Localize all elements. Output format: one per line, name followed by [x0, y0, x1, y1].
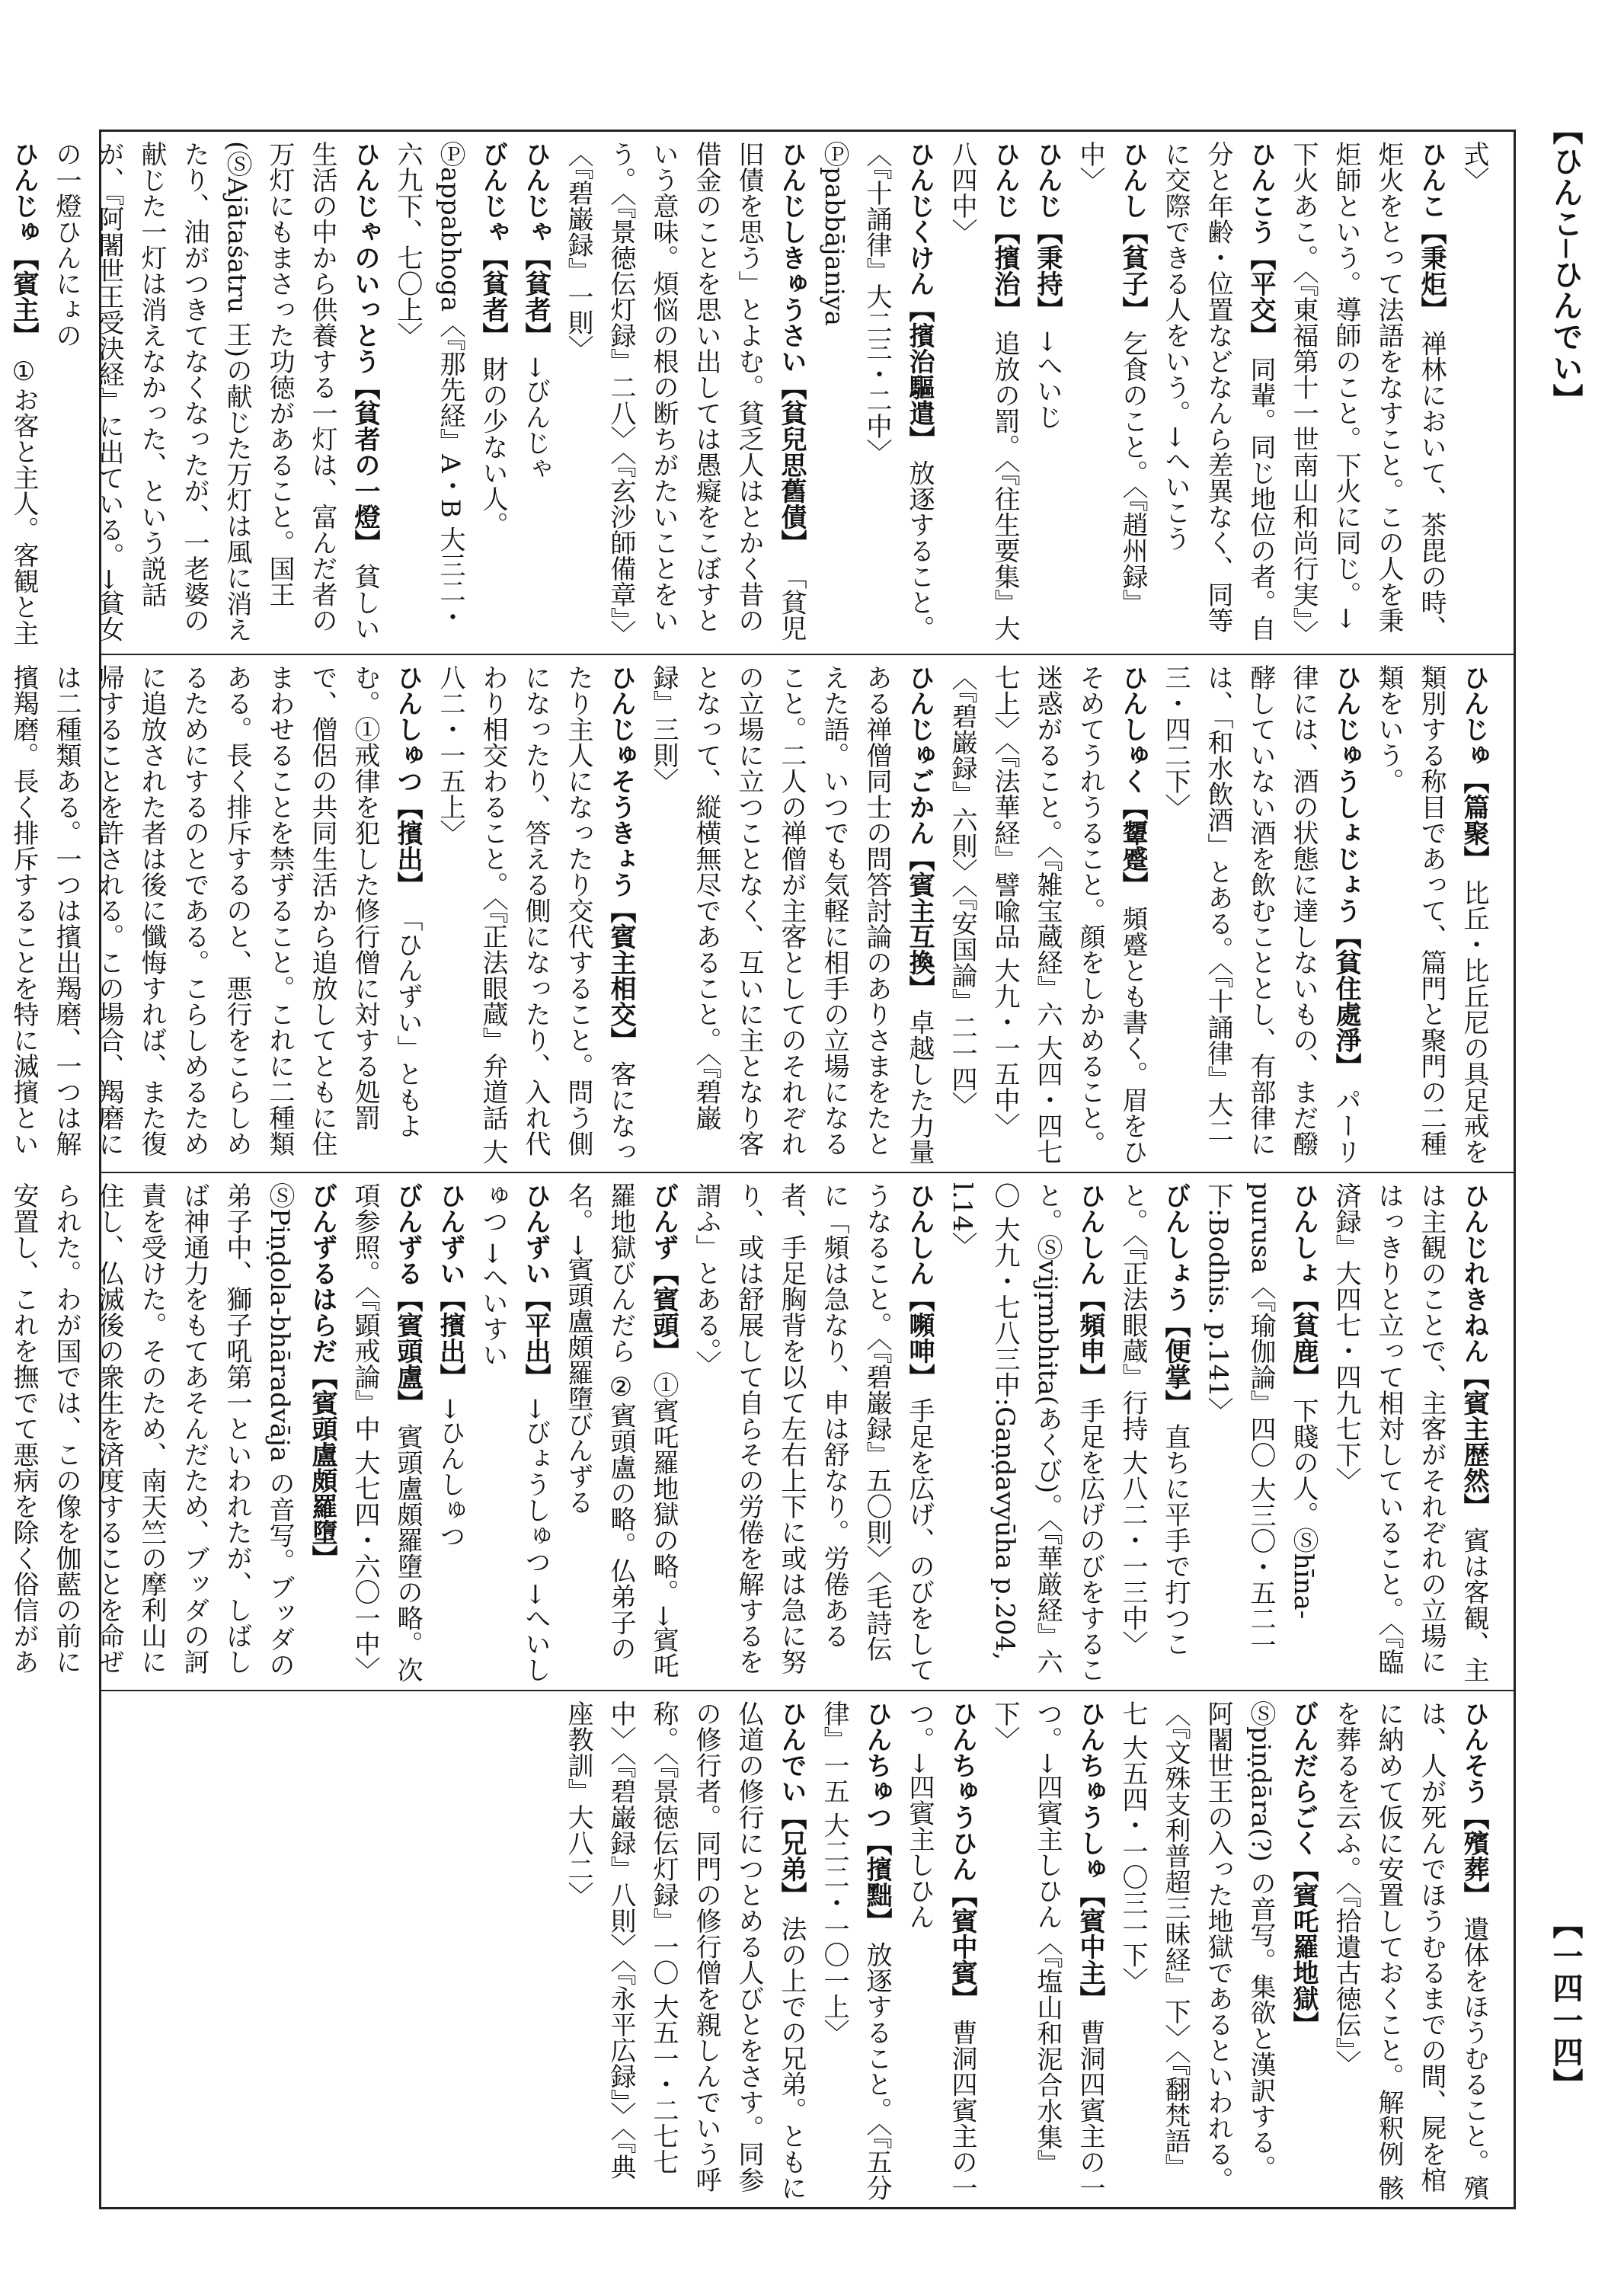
entry-headword: ひんじゃ【貧者】 [520, 141, 551, 348]
entry-definition: Ⓢpiṇḍāra(?) の音写。集欲と漢訳する。阿闍世王の入った地獄であるといわれる。〈『文殊支利普超三昧経』下〉〈『翻梵語』七 大五四・一〇三一下〉 [1117, 1700, 1276, 2193]
entry-definition: 放逐すること。〈『十誦律』大二三・二中〉Ⓟpabbājaniya [819, 141, 935, 641]
entry-definition: →へいじ [1032, 322, 1063, 430]
tier-3 [8, 1173, 1514, 1691]
entry-definition: 追放の罰。〈『往生要集』大八四中〉 [947, 141, 1020, 641]
dictionary-entry [1197, 1182, 1325, 1684]
dictionary-entry [642, 664, 941, 1166]
dictionary-entry [344, 1182, 429, 1684]
entry-definition: 下賤の人。Ⓢhīna-purusa〈『瑜伽論』四〇 大三〇・五二一下:Bodhis. p.141〉 [1203, 1182, 1319, 1658]
entry-definition: ①お客と主人。客観と主 [8, 356, 39, 646]
entry-headword: びんず【賓頭】 [648, 1182, 679, 1364]
tier-1 [8, 132, 1514, 655]
entry-headword: びんしょう【便掌】 [1160, 1182, 1191, 1416]
entry-headword: びんずるはらだ【賓頭盧頗羅墮】 [307, 1182, 337, 1571]
tier-column [8, 141, 1495, 648]
dictionary-entry [1111, 1700, 1325, 2201]
entry-headword: びんじゃ【貧者】 [478, 141, 508, 348]
entry-definition: 曹洞四賓主の一つ。→四賓主しひん [904, 1700, 977, 2201]
dictionary-entry [1367, 664, 1495, 1166]
dictionary-entry [941, 141, 1026, 648]
entry-headword: ひんしょ【貧鹿】 [1288, 1182, 1319, 1390]
entry-definition: ①賓吒羅地獄の略。→賓吒羅地獄びんだら ②賓頭盧の略。仏弟子の名。→賓頭盧頗羅墮びんずる [563, 1182, 679, 1679]
dictionary-entry [1069, 141, 1154, 648]
dictionary-entry [685, 1182, 941, 1684]
entry-definition: 式〉 [1459, 141, 1489, 193]
tier-column [117, 1700, 1495, 2201]
dictionary-entry [557, 141, 813, 648]
entry-definition: 曹洞四賓主の一つ。→四賓主しひん〈『塩山和泥合水集』下〉 [989, 1700, 1105, 2201]
entry-definition: 乞食のこと。〈『趙州録』中〉 [1075, 141, 1148, 616]
tier-column [8, 664, 1495, 1166]
entry-headword: ひんちゅうひん【賓中賓】 [947, 1700, 977, 2011]
dictionary-entry [813, 1700, 898, 2201]
dictionary-entry [1325, 1182, 1495, 1684]
entry-headword: ひんじゅごかん【賓主互換】 [904, 664, 935, 1001]
entry-definition: 「ひんずい」ともよむ。①戒律を犯した修行僧に対する処罰で、僧侶の共同生活から追放してともに住まわせることを禁ずること。これに二種類ある。長く排斥するのと、悪行をこらしめるためにするのとである。こらしめるために追放された者は後に懺悔すれば、また復帰することを許される。この場合、羯磨には二種類ある。一つは擯出羯磨、一つは解擯羯磨。長く排斥することを特に滅擯とい [8, 664, 423, 1156]
dictionary-entry [472, 1182, 557, 1684]
entry-definition: 卓越した力量ある禅僧同士の問答討論のありさまをたとえた語。いつでも気軽に相手の立場になること。二人の禅僧が主客としてのそれぞれの立場に立つことなく、互いに主となり客となって、縦横無尽であること。〈『碧巌録』三則〉 [648, 664, 935, 1165]
entry-headword: ひんし【貧子】 [1117, 141, 1148, 322]
entry-headword: ひんじれきねん【賓主歴然】 [1459, 1182, 1489, 1519]
dictionary-entry [1453, 141, 1495, 648]
entry-headword: ひんちゅつ【擯黜】 [862, 1700, 892, 1934]
entry-headword: ひんじゅうしょじょう【貧住處淨】 [1331, 664, 1361, 1079]
tier-4 [101, 1691, 1514, 2207]
dictionary-entry [1111, 1182, 1197, 1684]
dictionary-entry [1325, 1700, 1495, 2201]
entry-headword: ひんじゅそうきょう【賓主相交】 [606, 664, 636, 1053]
entry-definition: 手足を広げのびをすること。Ⓢvijṛmbhita(あくび)。〈『華厳経』六〇 大九・七八三中:Gaṇḍavyūha p.204, l.14〉 [947, 1182, 1105, 1683]
entry-headword: ひんじ【擯治】 [989, 141, 1020, 322]
dictionary-entry [557, 1182, 685, 1684]
dictionary-entry [0, 141, 45, 648]
entry-headword: ひんしん【頻申】 [1075, 1182, 1105, 1390]
dictionary-entry [898, 1700, 983, 2201]
dictionary-entry [941, 1182, 1111, 1684]
entry-definition: パーリ律には、酒の状態に達しないもの、まだ醱酵していない酒を飲むこととし、有部律には、「和水飲酒」とある。〈『十誦律』大二三・四二下〉 [1160, 664, 1361, 1165]
dictionary-entry [983, 1700, 1111, 2201]
dictionary-entry [1282, 141, 1453, 648]
dictionary-entry [0, 664, 429, 1166]
entry-definition: 手足を広げ、のびをしてうなること。〈『碧巌録』五〇則〉〈毛詩伝に「頻は急なり、申は舒なり。労倦ある者、手足胸背を以て左右上下に或は急に努り、或は舒展して自らその労倦を解するを謂ふ」とある。〉 [691, 1182, 935, 1683]
entry-headword: ひんこ【秉炬】 [1416, 141, 1447, 322]
dictionary-page-frame [8, 130, 1516, 2209]
entry-definition: 財の少ない人。Ⓟappabhoga〈『那先経』A・B 大三二・六九下、七〇上〉 [392, 141, 508, 630]
running-head: 【ひんこ─ひんでい】 [1548, 114, 1584, 415]
entry-definition: →ひんしゅつ [435, 1390, 465, 1550]
entry-headword: ひんじゅ【賓主】 [8, 141, 39, 348]
entry-headword: ひんじしきゅうさい【貧兒思舊債】 [776, 141, 807, 555]
dictionary-entry [1026, 141, 1069, 648]
entry-definition: 同輩。同じ地位の者。自分と年齢・位置などなんら差異なく、同等に交際できる人をいう。→へいこう [1160, 141, 1276, 641]
entry-definition: 放逐すること。〈『五分律』一五 大二二・一〇一上〉 [819, 1700, 892, 2201]
dictionary-entry [429, 664, 642, 1166]
tier-2 [8, 655, 1514, 1173]
dictionary-entry [941, 664, 1154, 1166]
entry-headword: びんだらごく【賓吒羅地獄】 [1288, 1700, 1319, 2037]
entry-definition: 客になったり主人になったり交代すること。問う側になったり、答える側になったり、入れ代わり相交わること。〈『正法眼蔵』弁道話 大八二・一五上〉 [435, 664, 636, 1165]
entry-definition: 頻蹙とも書く。眉をひそめてうれうること。顔をしかめること。迷惑がること。〈『雑宝蔵経』六 大四・四七七上〉〈『法華経』譬喩品 大九・一五中〉〈『碧巌録』六則〉〈『安国論』二一四〉 [947, 664, 1148, 1165]
dictionary-entry [557, 1700, 813, 2201]
entry-definition: →びんじゃ [520, 348, 551, 482]
dictionary-entry [813, 141, 941, 648]
entry-headword: ひんずい【平出】 [520, 1182, 551, 1390]
entry-headword: ひんちゅうしゅ【賓中主】 [1075, 1700, 1105, 2011]
entry-headword: ひんずい【擯出】 [435, 1182, 465, 1390]
entry-definition: 禅林において、茶毘の時、炬火をとって法語をなすこと。この人を秉炬師という。導師のこと。下火に同じ。→下火あこ。〈『東福第十一世南山和尚行実』〉 [1288, 141, 1447, 646]
entry-headword: ひんじゃのいっとう【貧者の一燈】 [350, 141, 380, 555]
entry-definition: →びょうしゅつ →へいしゅつ →へいすい [478, 1182, 551, 1683]
entry-definition: 直ちに平手で打つこと。〈『正法眼蔵』行持 大八二・一三中〉 [1117, 1182, 1191, 1657]
entry-definition: 賓は客観、主は主観のことで、主客がそれぞれの立場にはっきりと立って相対していること。〈『臨済録』大四七・四九七下〉 [1331, 1182, 1489, 1683]
dictionary-entry [0, 1182, 344, 1684]
dictionary-entry [514, 141, 557, 648]
entry-headword: びんずる【賓頭盧】 [392, 1182, 423, 1416]
dictionary-entry [429, 1182, 472, 1684]
dictionary-entry [45, 141, 386, 648]
entry-definition: 法の上での兄弟。ともに仏道の修行につとめる人びとをさす。同参の修行者。同門の修行僧を親しんでいう呼称。〈『景徳伝灯録』一〇 大五一・二七七中〉〈『碧巌録』八則〉〈『永平広録』〉〈『典座教訓』大八二〉 [563, 1700, 807, 2201]
entry-headword: ひんこう【平交】 [1245, 141, 1276, 348]
dictionary-entry [1154, 141, 1282, 648]
entry-headword: ひんしん【嚬呻】 [904, 1182, 935, 1390]
entry-headword: ひんしゅく【顰蹙】 [1117, 664, 1148, 897]
entry-definition: 遺体をほうむること。殯は、人が死んでほうむるまでの間、屍を棺に納めて仮に安置しておくこと。解釈例 骸を葬るを云ふ。〈『拾遺古徳伝』〉 [1331, 1700, 1489, 2201]
entry-definition: 「貧児旧債を思う」とよむ。貧乏人はとかく昔の借金のことを思い出しては愚癡をこぼすという意味。煩悩の根の断ちがたいことをいう。〈『景徳伝灯録』二八〉〈『玄沙師備章』〉〈『碧巌録』一則〉 [563, 141, 807, 646]
entry-headword: ひんじ【秉持】 [1032, 141, 1063, 322]
entry-headword: ひんそう【殯葬】 [1459, 1700, 1489, 1908]
entry-definition: 比丘・比丘尼の具足戒を類別する称目であって、篇門と聚門の二種類をいう。 [1373, 664, 1489, 1165]
entry-definition: 貧しい生活の中から供養する一灯は、富んだ者の万灯にもまさった功徳があること。国王(ⓈAjātaśatru 王)の献じた万灯は風に消えたり、油がつきてなくなったが、一老婆の献じた一灯は消えなかった、という説話が、『阿闍世王受決経』に出ている。→貧女の一燈ひんにょの [51, 141, 380, 643]
entry-headword: ひんしゅつ【擯出】 [392, 664, 423, 897]
entry-headword: ひんでい【兄弟】 [776, 1700, 807, 1908]
tier-column [8, 1182, 1495, 1684]
entry-headword: ひんじゅ【篇聚】 [1459, 664, 1489, 872]
entry-headword: ひんじくけん【擯治驅遣】 [904, 141, 935, 452]
entry-definition: 賓頭盧頗羅墮の略。次項参照。〈『顕戒論』中 大七四・六〇一中〉 [350, 1182, 423, 1683]
entry-definition: ⓈPiṇḍola-bhāradvāja の音写。ブッダの弟子中、獅子吼第一といわれたが、しばしば神通力をもてあそんだため、ブッダの訶責を受けた。そのため、南天竺の摩利山に住し、仏滅後の衆生を済度することを命ぜられた。わが国では、この像を伽藍の前に安置し、これを撫でて悪病を除く俗信があ [8, 1182, 295, 1678]
dictionary-entry [1154, 664, 1367, 1166]
dictionary-entry [386, 141, 514, 648]
page-number: 【一四一四】 [1548, 1908, 1584, 2100]
